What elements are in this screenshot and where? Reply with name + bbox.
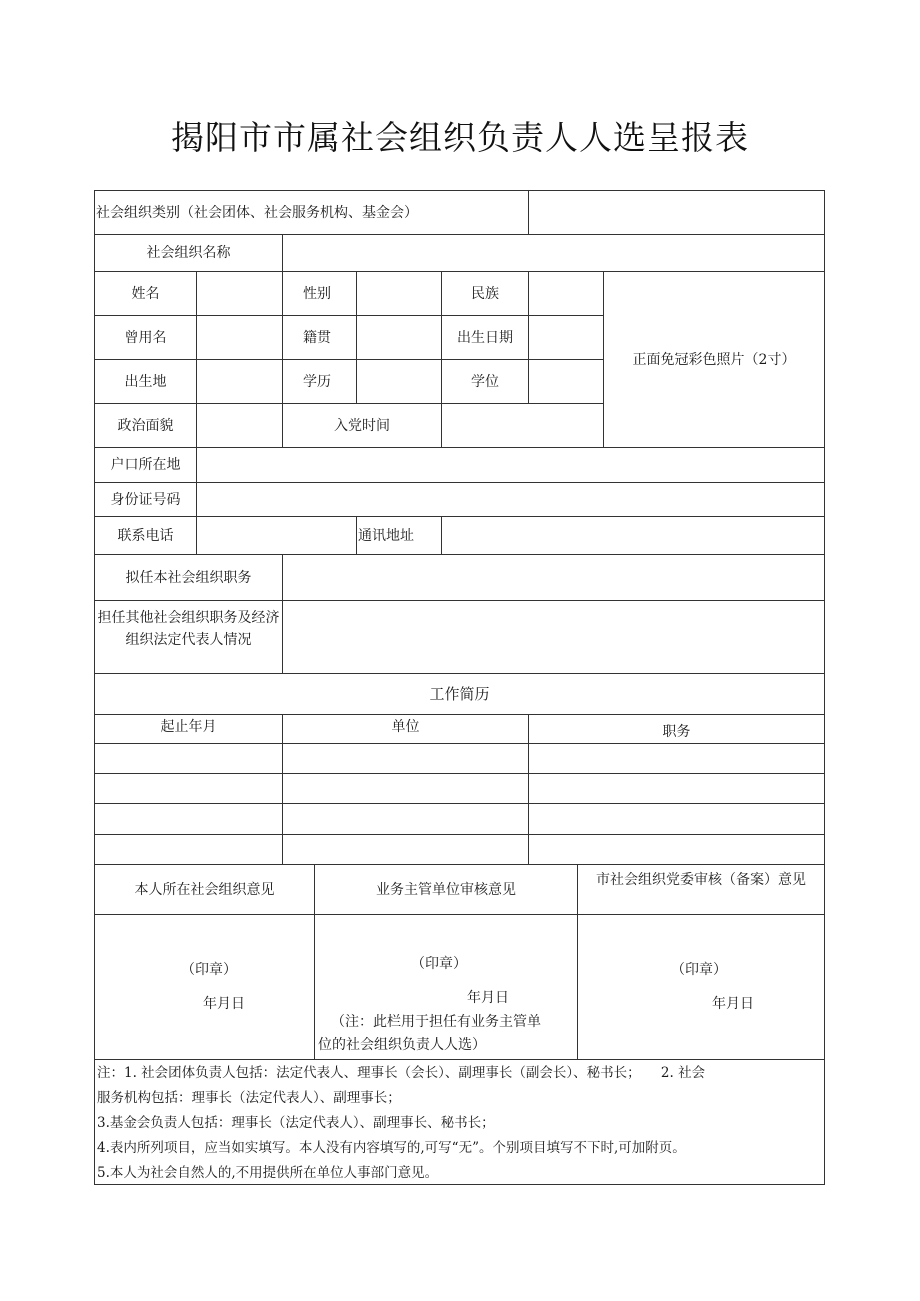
- proposed-post-label: 拟任本社会组织职务: [94, 554, 283, 601]
- id-number-field[interactable]: [196, 482, 825, 517]
- supervisor-seal: （印章）: [411, 956, 467, 972]
- party-opinion-header: 市社会组织党委审核（备案）意见: [577, 864, 825, 915]
- party-date: 年月日: [712, 996, 754, 1012]
- work-history-cell[interactable]: [282, 803, 529, 835]
- political-field[interactable]: [196, 403, 283, 448]
- degree-field[interactable]: [528, 359, 604, 404]
- proposed-post-field[interactable]: [282, 554, 825, 601]
- phone-field[interactable]: [196, 516, 357, 555]
- own-org-seal: （印章）: [181, 962, 237, 978]
- degree-label: 学位: [441, 359, 529, 404]
- ethnicity-field[interactable]: [528, 271, 604, 316]
- photo-placeholder[interactable]: 正面免冠彩色照片（2寸）: [603, 271, 825, 448]
- party-date-label: 入党时间: [282, 403, 442, 448]
- org-name-field[interactable]: [282, 234, 825, 272]
- former-name-label: 曾用名: [94, 315, 197, 360]
- party-opinion-box[interactable]: [577, 914, 825, 1060]
- work-history-header-unit: 单位: [282, 714, 529, 744]
- own-org-date: 年月日: [203, 996, 245, 1012]
- party-date-field[interactable]: [441, 403, 604, 448]
- category-field[interactable]: [528, 190, 825, 235]
- category-label: 社会组织类别（社会团体、社会服务机构、基金会）: [94, 190, 529, 235]
- note-1-cont: 服务机构包括：理事长（法定代表人）、副理事长；: [97, 1090, 401, 1106]
- other-posts-label: 担任其他社会组织职务及经济组织法定代表人情况: [94, 600, 283, 674]
- work-history-cell[interactable]: [282, 773, 529, 804]
- gender-label: 性别: [282, 271, 357, 316]
- notes-box: [94, 1059, 825, 1185]
- party-seal: （印章）: [671, 962, 727, 978]
- political-label: 政治面貌: [94, 403, 197, 448]
- page-title: 揭阳市市属社会组织负责人人选呈报表: [171, 118, 749, 157]
- supervisor-opinion-header: 业务主管单位审核意见: [314, 864, 578, 915]
- address-field[interactable]: [441, 516, 825, 555]
- note-4: 4.表内所列项目，应当如实填写。本人没有内容填写的,可写“无”。个别项目填写不下时,可加附页。: [97, 1140, 686, 1156]
- name-label: 姓名: [94, 271, 197, 316]
- note-1: 注：1. 社会团体负责人包括：法定代表人、理事长（会长）、副理事长（副会长）、秘书长； 2. 社会: [97, 1065, 706, 1081]
- note-5: 5.本人为社会自然人的,不用提供所在单位人事部门意见。: [97, 1165, 439, 1181]
- work-history-cell[interactable]: [528, 803, 825, 835]
- other-posts-field[interactable]: [282, 600, 825, 674]
- native-place-field[interactable]: [356, 315, 442, 360]
- work-history-cell[interactable]: [94, 773, 283, 804]
- birth-place-field[interactable]: [196, 359, 283, 404]
- work-history-cell[interactable]: [282, 834, 529, 865]
- hukou-field[interactable]: [196, 447, 825, 483]
- org-name-label: 社会组织名称: [94, 234, 283, 272]
- id-number-label: 身份证号码: [94, 482, 197, 517]
- education-field[interactable]: [356, 359, 442, 404]
- address-label: 通讯地址: [356, 516, 442, 555]
- work-history-cell[interactable]: [94, 743, 283, 774]
- phone-label: 联系电话: [94, 516, 197, 555]
- work-history-cell[interactable]: [282, 743, 529, 774]
- own-org-opinion-header: 本人所在社会组织意见: [94, 864, 315, 915]
- work-history-header-post: 职务: [528, 714, 825, 744]
- birth-date-label: 出生日期: [441, 315, 529, 360]
- former-name-field[interactable]: [196, 315, 283, 360]
- gender-field[interactable]: [356, 271, 442, 316]
- work-history-cell[interactable]: [94, 834, 283, 865]
- birth-date-field[interactable]: [528, 315, 604, 360]
- supervisor-opinion-box[interactable]: [314, 914, 578, 1060]
- supervisor-note-line2: 位的社会组织负责人人选）: [318, 1037, 486, 1053]
- work-history-cell[interactable]: [94, 803, 283, 835]
- native-place-label: 籍贯: [282, 315, 357, 360]
- ethnicity-label: 民族: [441, 271, 529, 316]
- own-org-opinion-box[interactable]: [94, 914, 315, 1060]
- note-3: 3.基金会负责人包括：理事长（法定代表人）、副理事长、秘书长；: [97, 1115, 495, 1131]
- work-history-cell[interactable]: [528, 773, 825, 804]
- work-history-title: 工作简历: [94, 673, 825, 715]
- supervisor-date: 年月日: [467, 990, 509, 1006]
- work-history-header-period: 起止年月: [94, 714, 283, 744]
- supervisor-note-line1: （注：此栏用于担任有业务主管单: [331, 1014, 541, 1030]
- hukou-label: 户口所在地: [94, 447, 197, 483]
- education-label: 学历: [282, 359, 357, 404]
- work-history-cell[interactable]: [528, 834, 825, 865]
- birth-place-label: 出生地: [94, 359, 197, 404]
- name-field[interactable]: [196, 271, 283, 316]
- work-history-cell[interactable]: [528, 743, 825, 774]
